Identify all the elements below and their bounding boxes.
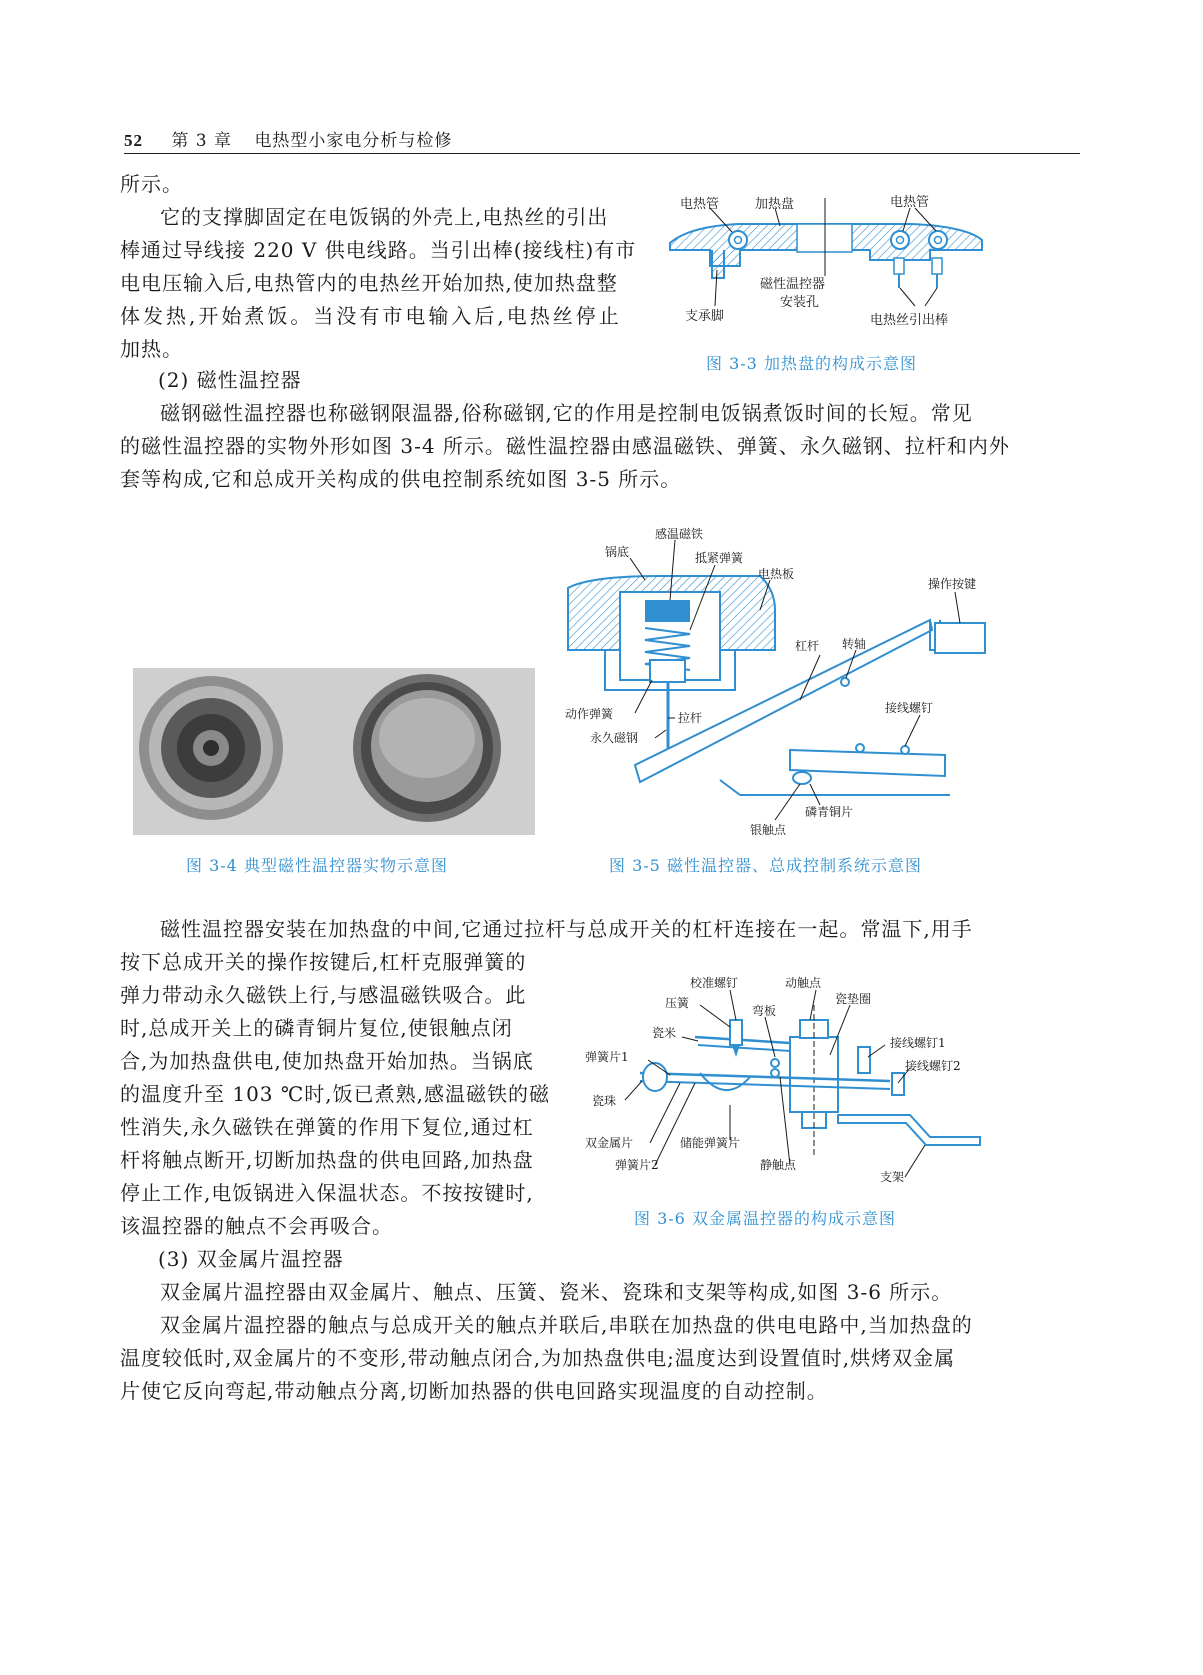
section-heading: (3) 双金属片温控器 xyxy=(158,1247,344,1271)
text-line: 的温度升至 103 ℃时,饭已煮熟,感温磁铁的磁 xyxy=(120,1082,550,1106)
figure-caption: 图 3-4 典型磁性温控器实物示意图 xyxy=(186,856,448,875)
text-line: 按下总成开关的操作按键后,杠杆克服弹簧的 xyxy=(120,950,527,974)
text-line: 片使它反向弯起,带动触点分离,切断加热器的供电回路实现温度的自动控制。 xyxy=(120,1379,828,1403)
label: 抵紧弹簧 xyxy=(695,551,744,565)
label: 瓷垫圈 xyxy=(835,992,872,1006)
text-line: 停止工作,电饭锅进入保温状态。不按按键时, xyxy=(120,1181,534,1205)
label: 动触点 xyxy=(785,976,822,990)
text-line: 性消失,永久磁铁在弹簧的作用下复位,通过杠 xyxy=(120,1115,534,1139)
label: 电热丝引出棒 xyxy=(870,313,949,328)
heating-plate-diagram xyxy=(660,188,990,338)
text-line: 加热。 xyxy=(120,337,183,361)
chapter-number: 第 3 章 xyxy=(171,131,233,151)
figure-caption: 图 3-3 加热盘的构成示意图 xyxy=(706,354,917,373)
text-line: 磁性温控器安装在加热盘的中间,它通过拉杆与总成开关的杠杆连接在一起。常温下,用手 xyxy=(160,917,973,941)
text-line: 套等构成,它和总成开关构成的供电控制系统如图 3-5 所示。 xyxy=(120,467,682,491)
label: 支架 xyxy=(880,1170,905,1184)
text-line: 电电压输入后,电热管内的电热丝开始加热,使加热盘整 xyxy=(120,271,618,295)
label: 电热板 xyxy=(758,567,795,581)
label: 动作弹簧 xyxy=(565,707,614,721)
label: 感温磁铁 xyxy=(655,527,704,541)
label: 弹簧片1 xyxy=(585,1050,629,1064)
label: 压簧 xyxy=(665,996,690,1010)
label: 支承脚 xyxy=(685,309,725,324)
label: 锅底 xyxy=(605,545,630,559)
label: 弹簧片2 xyxy=(615,1158,659,1172)
label: 操作按键 xyxy=(928,577,977,591)
label: 弯板 xyxy=(752,1004,777,1018)
text-line: 弹力带动永久磁铁上行,与感温磁铁吸合。此 xyxy=(120,983,527,1007)
label: 加热盘 xyxy=(755,197,795,212)
label: 静触点 xyxy=(760,1158,797,1172)
text-line: 它的支撑脚固定在电饭锅的外壳上,电热丝的引出 xyxy=(160,205,609,229)
figure-caption: 图 3-6 双金属温控器的构成示意图 xyxy=(634,1209,896,1228)
label: 双金属片 xyxy=(585,1136,634,1150)
page-number: 52 xyxy=(124,131,143,150)
text-line: 温度较低时,双金属片的不变形,带动触点闭合,为加热盘供电;温度达到设置值时,烘烤双金属 xyxy=(120,1346,956,1370)
label: 电热管 xyxy=(680,197,720,212)
text-line: 杆将触点断开,切断加热盘的供电回路,加热盘 xyxy=(120,1148,534,1172)
text-line: 双金属片温控器由双金属片、触点、压簧、瓷米、瓷珠和支架等构成,如图 3-6 所示。 xyxy=(160,1280,953,1304)
label: 电热管 xyxy=(890,195,930,210)
label: 磷青铜片 xyxy=(805,805,854,819)
label: 接线螺钉 xyxy=(885,701,934,715)
header-rule xyxy=(124,153,1080,154)
label: 永久磁钢 xyxy=(590,731,639,745)
label: 校准螺钉 xyxy=(690,976,739,990)
page-header xyxy=(124,126,452,151)
text-line: 所示。 xyxy=(120,172,183,196)
section-heading: (2) 磁性温控器 xyxy=(158,368,302,392)
text-line: 体发热,开始煮饭。当没有市电输入后,电热丝停止 xyxy=(120,304,622,328)
label: 接线螺钉1 xyxy=(890,1036,946,1050)
label: 瓷珠 xyxy=(592,1094,617,1108)
label: 拉杆 xyxy=(678,711,703,725)
text-line: 棒通过导线接 220 V 供电线路。当引出棒(接线柱)有市 xyxy=(120,238,637,262)
label: 接线螺钉2 xyxy=(905,1059,961,1073)
text-line: 合,为加热盘供电,使加热盘开始加热。当锅底 xyxy=(120,1049,534,1073)
text-line: 磁钢磁性温控器也称磁钢限温器,俗称磁钢,它的作用是控制电饭锅煮饭时间的长短。常见 xyxy=(160,401,973,425)
text-line: 双金属片温控器的触点与总成开关的触点并联后,串联在加热盘的供电电路中,当加热盘的 xyxy=(160,1313,973,1337)
text-line: 的磁性温控器的实物外形如图 3-4 所示。磁性温控器由感温磁铁、弹簧、永久磁钢、拉杆和内外 xyxy=(120,434,1010,458)
bimetal-thermostat-diagram xyxy=(580,965,990,1190)
label: 杠杆 xyxy=(795,639,820,653)
label: 磁性温控器 xyxy=(760,277,826,292)
label: 安装孔 xyxy=(780,295,820,310)
text-line: 该温控器的触点不会再吸合。 xyxy=(120,1214,393,1238)
label: 瓷米 xyxy=(652,1026,677,1040)
label: 银触点 xyxy=(750,823,787,837)
figure-caption: 图 3-5 磁性温控器、总成控制系统示意图 xyxy=(609,856,922,875)
thermostat-photo xyxy=(133,668,535,835)
label: 储能弹簧片 xyxy=(680,1136,741,1150)
chapter-title: 电热型小家电分析与检修 xyxy=(254,131,453,151)
magnetic-thermostat-system-diagram xyxy=(560,520,1000,840)
label: 转轴 xyxy=(842,637,867,651)
text-line: 时,总成开关上的磷青铜片复位,使银触点闭 xyxy=(120,1016,513,1040)
